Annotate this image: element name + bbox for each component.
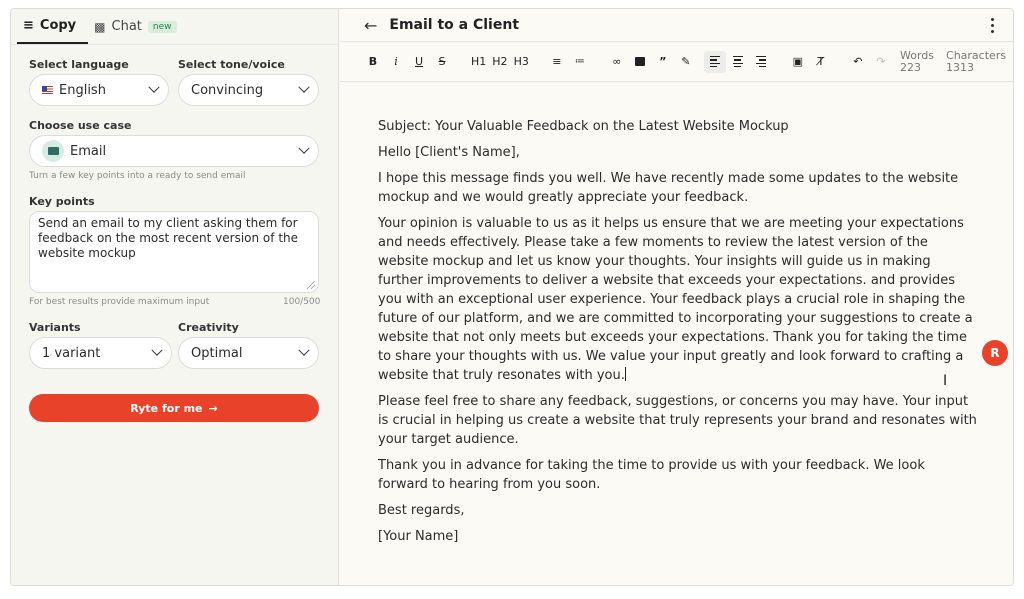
undo-icon[interactable]: ↶ (853, 55, 863, 68)
variants-select[interactable] (29, 337, 172, 369)
app-window (10, 8, 1014, 586)
document-title: Email to a Client (389, 17, 520, 33)
formatting-toolbar (340, 42, 1013, 82)
chevron-down-icon (298, 345, 309, 356)
underline-icon[interactable]: U (414, 55, 424, 68)
chat-icon: ▩ (94, 19, 106, 34)
chevron-down-icon (298, 82, 309, 93)
cta-label: Ryte for me (130, 401, 203, 415)
char-counter: 100/500 (283, 297, 321, 307)
redo-icon[interactable]: ↷ (876, 55, 886, 68)
creativity-label: Creativity (178, 321, 239, 334)
chevron-down-icon (148, 82, 159, 93)
body-paragraph: I hope this message finds you well. We have recently made some updates to the website mockup and we would greatly appreciate your feedback. (378, 171, 959, 205)
strikethrough-icon[interactable]: S (438, 55, 446, 68)
back-arrow-icon[interactable]: ← (364, 15, 378, 35)
body-paragraph: Thank you in advance for taking the time to provide us with your feedback. We look forward to hearing from you soon. (378, 458, 925, 492)
greeting: Hello [Client's Name], (378, 145, 520, 160)
us-flag-icon (42, 86, 53, 94)
tab-chat[interactable] (88, 9, 188, 44)
use-case-hint: Turn a few key points into a ready to send email (29, 171, 246, 181)
highlight-pen-icon[interactable]: ✎ (681, 55, 691, 68)
panel-tabs (11, 9, 338, 45)
quote-icon[interactable]: ” (659, 55, 667, 68)
paragraph-text: Your opinion is valuable to us as it helps us ensure that we are meeting your expectations and needs effectively. Please take a few moments to review the latest version of the website mockup and let us know your thoughts. Your insights will guide us in making further improvements to deliver a website that exceeds your expectations. and provides you with an exceptional user experience. Your feedback plays a crucial role in shaping the future of our platform, and we are committed to incorporating your suggestions to create a website that not only meets but exceeds your expectations. Thank you for taking the time to share your thoughts with us. We value your input greatly and look forward to crafting a website that truly resonates with you. (378, 216, 973, 383)
clear-format-icon[interactable]: T̸ (817, 55, 825, 68)
resize-handle-icon[interactable] (307, 281, 315, 289)
use-case-label: Choose use case (29, 119, 132, 132)
signature: [Your Name] (378, 529, 459, 544)
heading-2-button[interactable]: H2 (492, 55, 508, 68)
tab-copy[interactable] (17, 9, 88, 44)
variants-value: 1 variant (42, 345, 101, 361)
chevron-down-icon (151, 345, 162, 356)
creativity-value: Optimal (191, 345, 243, 361)
more-options-icon[interactable] (991, 18, 995, 33)
image-icon[interactable] (629, 51, 651, 73)
characters-count: 1313 (946, 61, 975, 74)
language-select[interactable] (29, 74, 169, 106)
align-right-icon[interactable] (750, 51, 772, 73)
body-paragraph: Please feel free to share any feedback, suggestions, or concerns you may have. Your input is crucial in helping us create a website that truly represents your brand and resonates with your target audience. (378, 394, 977, 447)
tone-label: Select tone/voice (178, 58, 285, 71)
subject-line: Subject: Your Valuable Feedback on the Latest Website Mockup (378, 119, 789, 134)
arrow-right-icon: → (208, 401, 218, 415)
document-header (340, 9, 1013, 42)
text-caret (625, 367, 626, 381)
ryte-for-me-button[interactable] (29, 394, 319, 422)
use-case-value: Email (70, 143, 107, 159)
tab-label: Chat (111, 19, 142, 34)
link-icon[interactable]: ∞ (612, 55, 622, 68)
text-cursor-icon: I (943, 373, 948, 389)
heading-3-button[interactable]: H3 (513, 55, 529, 68)
language-label: Select language (29, 58, 129, 71)
chevron-down-icon (298, 143, 309, 154)
tone-value: Convincing (191, 82, 264, 98)
italic-icon[interactable]: i (394, 55, 398, 68)
document-stats (900, 50, 1006, 74)
generator-panel (11, 9, 339, 585)
document-editor (340, 9, 1013, 585)
use-case-select[interactable] (29, 135, 319, 167)
email-icon (42, 140, 64, 162)
bullet-list-icon[interactable]: ≡ (552, 55, 562, 68)
words-label: Words (900, 49, 935, 62)
sign-off: Best regards, (378, 503, 465, 518)
email-body[interactable] (378, 117, 978, 553)
creativity-select[interactable] (178, 337, 319, 369)
tone-select[interactable] (178, 74, 319, 106)
key-points-input[interactable] (29, 211, 319, 293)
language-value: English (59, 82, 106, 98)
variants-label: Variants (29, 321, 81, 334)
new-badge: new (148, 21, 177, 33)
characters-label: Characters (946, 49, 1007, 62)
embed-block-icon[interactable]: ▣ (792, 55, 804, 68)
key-points-hint: For best results provide maximum input (29, 297, 210, 307)
user-avatar[interactable]: R (982, 340, 1008, 366)
heading-1-button[interactable]: H1 (471, 55, 487, 68)
numbered-list-icon[interactable]: ≔ (574, 56, 585, 67)
align-center-icon[interactable] (727, 51, 749, 73)
lines-icon: ≡ (23, 18, 34, 33)
body-paragraph (378, 214, 978, 385)
words-count: 223 (900, 61, 921, 74)
bold-icon[interactable]: B (368, 55, 378, 68)
align-left-icon[interactable] (704, 51, 726, 73)
tab-label: Copy (39, 18, 77, 33)
key-points-text: Send an email to my client asking them for feedback on the most recent version of the website mockup (38, 216, 299, 260)
key-points-label: Key points (29, 195, 95, 208)
